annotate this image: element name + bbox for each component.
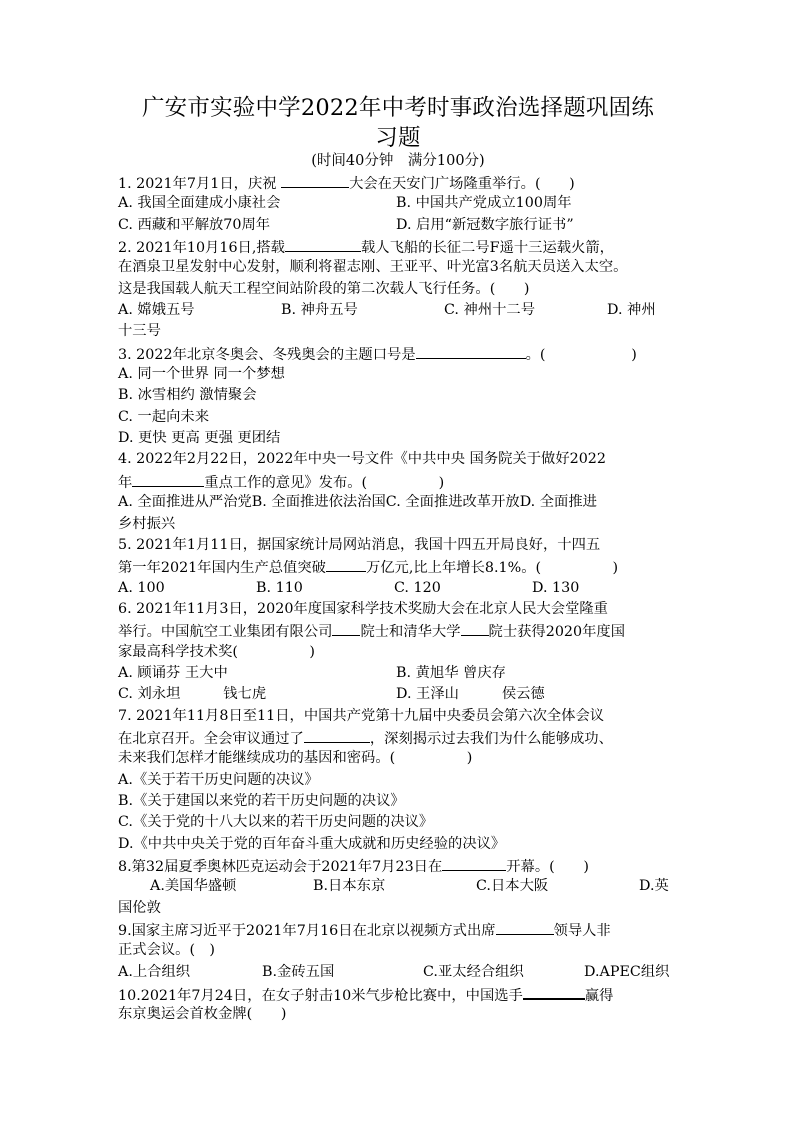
option-b: B. 冰雪相约 激情聚会: [118, 387, 257, 404]
answer-blank: [416, 343, 526, 359]
question-10: [118, 983, 678, 1026]
option-row: [118, 300, 678, 321]
option-a: A.《关于若干历史问题的决议》: [118, 771, 319, 788]
title-line-2: 习题: [375, 125, 421, 151]
option-row: [118, 492, 678, 513]
option-a: A.美国华盛顿: [150, 878, 237, 895]
option-a: A. 100: [118, 579, 165, 596]
option-d: D.《中共中央关于党的百年奋斗重大成就和历史经验的决议》: [118, 835, 506, 852]
question-stem: 10.2021年7月24日，在女子射击10米气步枪比赛中，中国选手 赢得: [118, 983, 678, 1004]
question-stem-line: 7. 2021年11月8日至11日，中国共产党第十九届中央委员会第六次全体会议: [118, 707, 605, 724]
answer-blank: [132, 471, 204, 487]
option-a: A. 同一个世界 同一个梦想: [118, 366, 285, 383]
question-stem: 2. 2021年10月16日,搭载 载人飞船的长征二号F遥十三运载火箭，: [118, 236, 678, 257]
question-stem: 年 重点工作的意见》发布。( ): [118, 471, 678, 492]
page-title: [118, 93, 678, 153]
answer-blank: [285, 236, 361, 252]
question-stem: 在北京召开。全会审议通过了 ，深刻揭示过去我们为什么能够成功、: [118, 727, 678, 748]
exam-subtitle: (时间40分钟 满分100分): [311, 153, 485, 169]
question-stem-line: 家最高科学技术奖( ): [118, 643, 316, 660]
question-stem: 8.第32届夏季奥林匹克运动会于2021年7月23日在 开幕。( ): [118, 855, 678, 876]
question-stem: 1. 2021年7月1日，庆祝 大会在天安门广场隆重举行。( ): [118, 172, 678, 193]
question-9: [118, 919, 678, 983]
question-stem: 3. 2022年北京冬奥会、冬残奥会的主题口号是 。( ): [118, 343, 678, 364]
option-d: D. 王泽山 侯云德: [396, 686, 545, 703]
question-stem-line: 4. 2022年2月22日，2022年中央一号文件《中共中央 国务院关于做好2022: [118, 451, 606, 468]
option-a: A. 嫦娥五号: [118, 302, 195, 319]
question-list: [118, 172, 678, 1026]
question-stem-line: 这是我国载人航天工程空间站阶段的第二次载人飞行任务。( ): [118, 280, 530, 297]
question-5: [118, 535, 678, 599]
question-stem-line: 6. 2021年11月3日，2020年度国家科学技术奖励大会在北京人民大会堂隆重: [118, 600, 608, 617]
option-b: B. 中国共产党成立100周年: [396, 195, 572, 212]
question-stem-line: 东京奥运会首枚金牌( ): [118, 1006, 287, 1023]
option-a: A. 全面推进从严治党: [118, 494, 252, 511]
option-row: [118, 193, 678, 214]
question-stem: 举行。中国航空工业集团有限公司 院士和清华大学 院士获得2020年度国: [118, 620, 678, 641]
option-c: C.亚太经合组织: [423, 963, 524, 980]
option-row: [118, 684, 678, 705]
question-stem-line: 5. 2021年1月11日，据国家统计局网站消息，我国十四五开局良好，十四五: [118, 536, 601, 553]
question-stem: 9.国家主席习近平于2021年7月16日在北京以视频方式出席 领导人非: [118, 919, 678, 940]
option-c: C. 西藏和平解放70周年: [118, 216, 271, 233]
answer-blank: [461, 620, 489, 636]
option-d: D. 全面推进: [519, 494, 597, 511]
option-a: A. 顾诵芬 王大中: [118, 664, 228, 681]
option-a: A. 我国全面建成小康社会: [118, 195, 281, 212]
option-d: D. 130: [532, 579, 580, 596]
option-c: C. 全面推进改革开放: [385, 494, 520, 511]
answer-blank: [442, 855, 506, 871]
answer-blank: [281, 172, 349, 188]
question-2: [118, 236, 678, 343]
option-row: [118, 578, 678, 599]
option-d: D.英: [639, 878, 669, 895]
answer-blank: [523, 983, 585, 1000]
option-b: B. 黄旭华 曾庆存: [396, 664, 506, 681]
option-b: B.《关于建国以来党的若干历史问题的决议》: [118, 792, 405, 809]
question-6: [118, 599, 678, 706]
option-b: B.日本东京: [313, 878, 386, 895]
question-4: [118, 449, 678, 534]
option-row: [118, 663, 678, 684]
answer-blank: [332, 620, 360, 636]
option-b: B. 神舟五号: [281, 302, 358, 319]
option-c: C.日本大阪: [476, 878, 549, 895]
option-d: D.APEC组织: [584, 963, 670, 980]
option-b: B. 110: [256, 579, 303, 596]
option-d: D. 神州: [607, 302, 656, 319]
option-c: C. 神州十二号: [444, 302, 536, 319]
answer-blank: [326, 556, 366, 572]
question-8: [118, 855, 678, 919]
question-stem-line: 正式会议。( ): [118, 942, 215, 959]
option-continuation: 乡村振兴: [118, 515, 176, 532]
option-row: [118, 215, 678, 236]
question-stem-line: 在酒泉卫星发射中心发射，顺利将翟志刚、王亚平、叶光富3名航天员送入太空。: [118, 259, 628, 276]
option-a: A.上合组织: [118, 963, 191, 980]
option-c: C. 一起向未来: [118, 408, 210, 425]
option-row: [118, 876, 678, 897]
answer-blank: [304, 727, 370, 743]
question-7: [118, 706, 678, 855]
answer-blank: [496, 919, 554, 935]
option-b: B.金砖五国: [262, 963, 335, 980]
question-3: [118, 343, 678, 450]
question-1: [118, 172, 678, 236]
option-d: D. 启用“新冠数字旅行证书”: [396, 216, 574, 233]
option-row: [118, 962, 678, 983]
question-stem-line: 未来我们怎样才能继续成功的基因和密码。( ): [118, 750, 473, 767]
option-c: C.《关于党的十八大以来的若干历史问题的决议》: [118, 814, 434, 831]
question-stem: 第一年2021年国内生产总值突破 万亿元,比上年增长8.1%。( ): [118, 556, 678, 577]
option-c: C. 刘永坦 钱七虎: [118, 686, 267, 703]
option-d: D. 更快 更高 更强 更团结: [118, 430, 281, 447]
option-c: C. 120: [394, 579, 441, 596]
option-b: B. 全面推进依法治国: [251, 494, 386, 511]
option-continuation: 十三号: [118, 323, 161, 340]
title-line-1: 广安市实验中学2022年中考时事政治选择题巩固练: [141, 95, 655, 121]
option-continuation: 国伦敦: [118, 899, 161, 916]
